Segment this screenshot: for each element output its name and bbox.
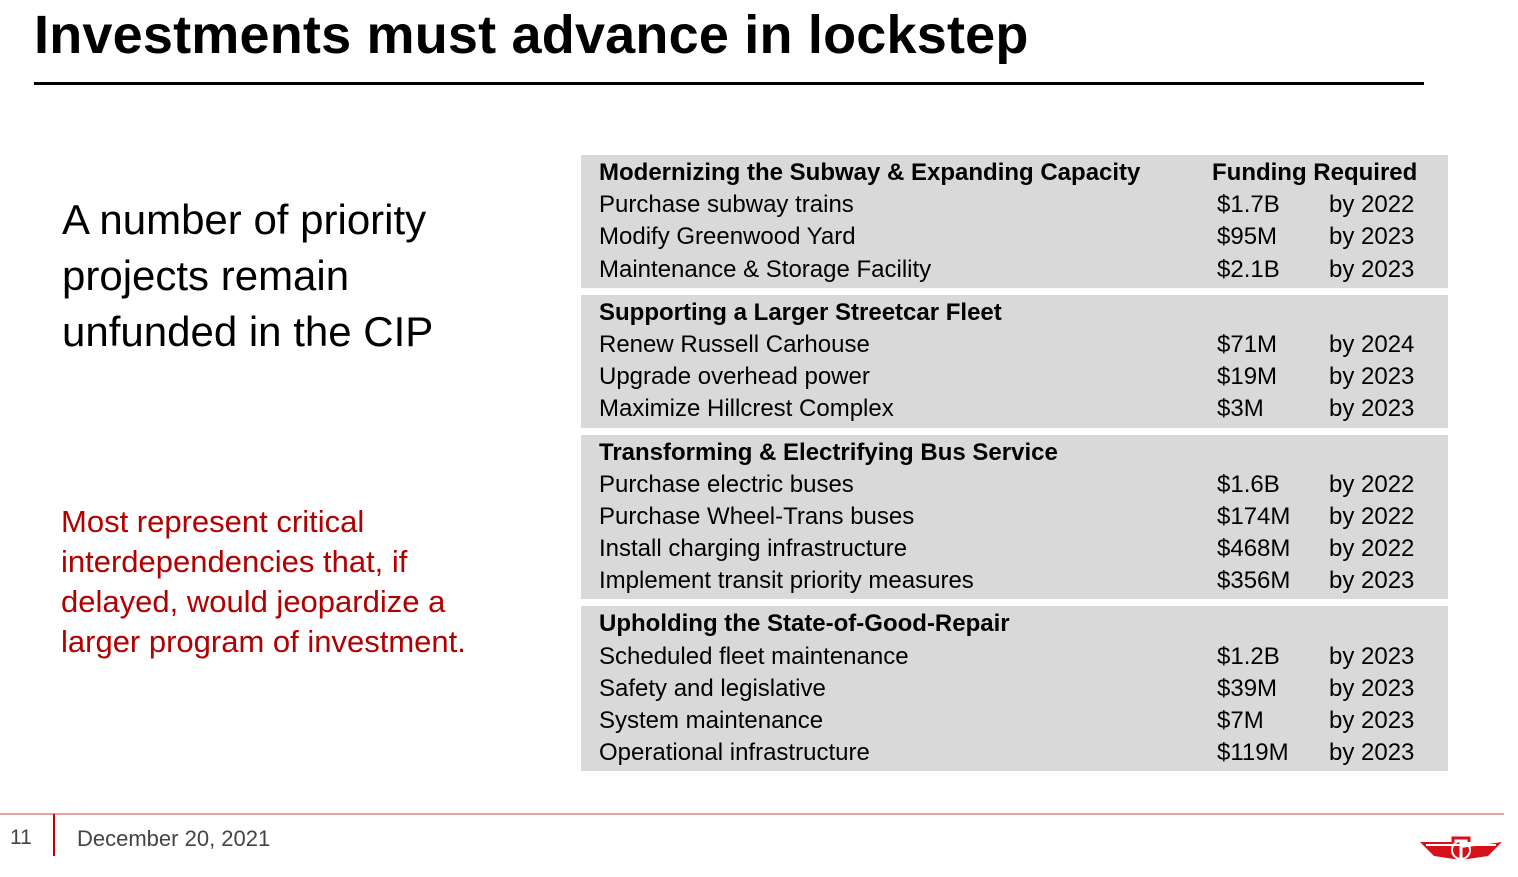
title-divider: [34, 82, 1424, 85]
table-row: [581, 361, 1448, 393]
table-row: [581, 469, 1448, 501]
section-header-row: [581, 297, 1448, 329]
project-label: Operational infrastructure: [599, 739, 870, 767]
section-heading: Transforming & Electrifying Bus Service: [599, 438, 1058, 466]
project-label: Renew Russell Carhouse: [599, 330, 870, 358]
funding-table: [581, 155, 1448, 771]
project-amount: $119M: [1217, 739, 1289, 767]
table-section: [581, 295, 1448, 428]
project-label: Maximize Hillcrest Complex: [599, 395, 894, 423]
project-label: Upgrade overhead power: [599, 363, 870, 391]
table-row: [581, 254, 1448, 286]
project-label: Modify Greenwood Yard: [599, 223, 856, 251]
project-deadline: by 2023: [1329, 739, 1415, 767]
project-deadline: by 2023: [1329, 363, 1415, 391]
note-text: Most represent critical interdependencies that, if delayed, would jeopardize a larger program of investment.: [61, 504, 466, 659]
project-amount: $7M: [1217, 707, 1264, 734]
project-amount: $95M: [1217, 223, 1278, 251]
project-label: Safety and legislative: [599, 674, 826, 702]
project-amount: $71M: [1217, 330, 1278, 358]
project-amount: $1.2B: [1217, 642, 1280, 670]
project-deadline: by 2023: [1329, 707, 1415, 734]
project-deadline: by 2023: [1329, 255, 1415, 283]
ttc-logo-icon: [1418, 834, 1504, 866]
footer-date: December 20, 2021: [77, 826, 271, 851]
table-row: [581, 393, 1448, 425]
table-section: [581, 606, 1448, 771]
table-row: [581, 705, 1448, 737]
project-label: Purchase subway trains: [599, 191, 854, 219]
section-heading: Supporting a Larger Streetcar Fleet: [599, 298, 1002, 326]
page-number: 11: [10, 826, 32, 849]
table-row: [581, 329, 1448, 361]
table-row: [581, 565, 1448, 597]
table-row: [581, 221, 1448, 253]
table-section: [581, 155, 1448, 288]
project-deadline: by 2022: [1329, 535, 1415, 563]
page-title: Investments must advance in lockstep: [34, 5, 1029, 65]
footer-separator: [53, 814, 55, 856]
table-row: [581, 673, 1448, 705]
table-row: [581, 533, 1448, 565]
project-deadline: by 2024: [1329, 330, 1415, 358]
project-amount: $1.7B: [1217, 191, 1280, 219]
section-header-row: [581, 157, 1448, 189]
table-row: [581, 737, 1448, 769]
footer-divider: [0, 813, 1504, 815]
project-deadline: by 2022: [1329, 502, 1415, 530]
funding-required-header: Funding Required: [1212, 159, 1418, 186]
section-header-row: [581, 437, 1448, 469]
project-amount: $3M: [1217, 395, 1264, 423]
table-row: [581, 501, 1448, 533]
project-amount: $2.1B: [1217, 255, 1280, 283]
section-header-row: [581, 608, 1448, 640]
project-label: Scheduled fleet maintenance: [599, 642, 909, 670]
project-label: Implement transit priority measures: [599, 567, 974, 595]
project-label: Purchase electric buses: [599, 470, 854, 498]
project-deadline: by 2022: [1329, 470, 1415, 498]
project-amount: $468M: [1217, 535, 1291, 563]
project-amount: $1.6B: [1217, 470, 1280, 498]
project-amount: $356M: [1217, 567, 1291, 595]
project-label: Purchase Wheel-Trans buses: [599, 502, 915, 530]
project-amount: $39M: [1217, 674, 1278, 702]
project-deadline: by 2023: [1329, 395, 1415, 423]
project-deadline: by 2023: [1329, 674, 1415, 702]
project-label: Install charging infrastructure: [599, 535, 908, 563]
project-deadline: by 2022: [1329, 191, 1415, 219]
project-label: System maintenance: [599, 707, 824, 734]
project-amount: $174M: [1217, 502, 1291, 530]
project-deadline: by 2023: [1329, 567, 1415, 595]
lead-text: A number of priority projects remain unfunded in the CIP: [62, 196, 434, 355]
section-heading: Upholding the State-of-Good-Repair: [599, 610, 1010, 638]
table-row: [581, 189, 1448, 221]
project-deadline: by 2023: [1329, 223, 1415, 251]
section-heading: Modernizing the Subway & Expanding Capacity: [599, 159, 1141, 186]
table-section: [581, 435, 1448, 600]
project-deadline: by 2023: [1329, 642, 1415, 670]
table-row: [581, 641, 1448, 673]
project-amount: $19M: [1217, 363, 1278, 391]
project-label: Maintenance & Storage Facility: [599, 255, 932, 283]
